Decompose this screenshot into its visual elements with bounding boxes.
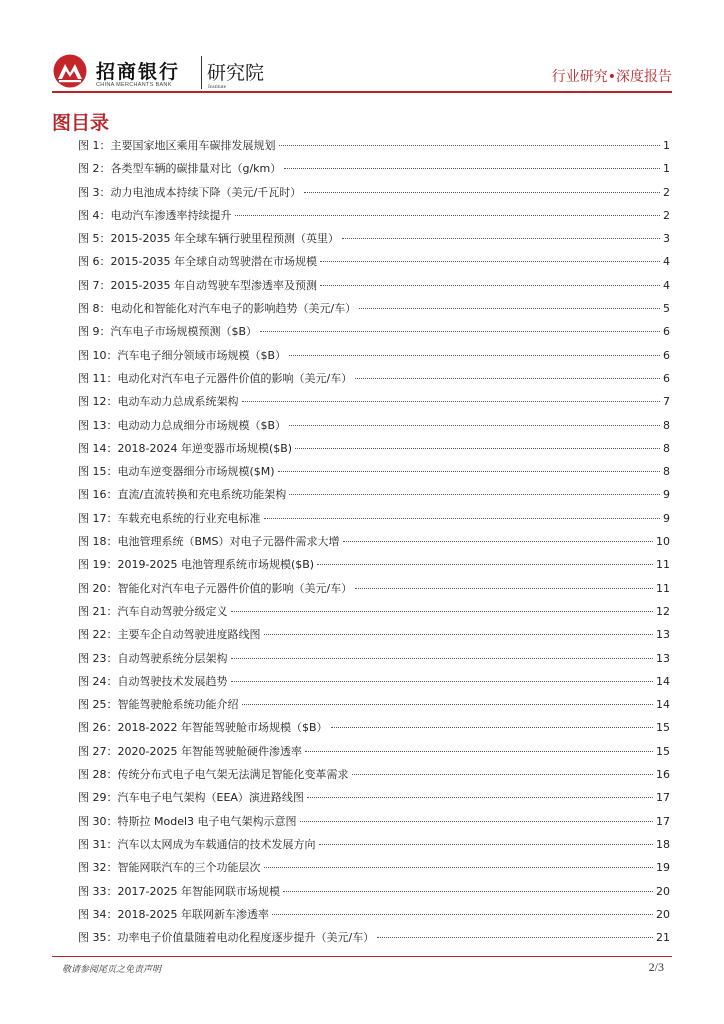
toc-entry-page: 6 xyxy=(663,325,670,339)
toc-entry-page: 14 xyxy=(656,674,670,688)
toc-entry-label: 图 22：主要车企自动驾驶进度路线图 xyxy=(78,628,261,642)
toc-dot-leader xyxy=(289,355,660,356)
toc-dot-leader xyxy=(342,238,660,239)
toc-entry-page: 11 xyxy=(656,581,670,595)
toc-dot-leader xyxy=(272,914,653,915)
cmb-logo-icon xyxy=(52,53,88,89)
toc-dot-leader xyxy=(317,564,653,565)
toc-dot-leader xyxy=(279,145,661,146)
toc-entry-page: 15 xyxy=(656,744,670,758)
toc-entry[interactable] xyxy=(78,603,670,626)
toc-entry-page: 4 xyxy=(663,255,670,269)
toc-entry-page: 6 xyxy=(663,371,670,385)
toc-entry[interactable] xyxy=(78,463,670,486)
toc-entry-page: 2 xyxy=(663,185,670,199)
toc-entry[interactable] xyxy=(78,673,670,696)
toc-entry-page: 6 xyxy=(663,348,670,362)
toc-entry[interactable] xyxy=(78,533,670,556)
toc-entry-label: 图 23：自动驾驶系统分层架构 xyxy=(78,651,228,665)
toc-entry[interactable] xyxy=(78,580,670,603)
toc-dot-leader xyxy=(304,192,660,193)
toc-dot-leader xyxy=(355,588,653,589)
toc-dot-leader xyxy=(319,844,654,845)
toc-entry-label: 图 19：2019-2025 电池管理系统市场规模($B) xyxy=(78,558,315,572)
toc-entry-page: 10 xyxy=(656,535,670,549)
toc-entry-page: 8 xyxy=(663,418,670,432)
toc-entry-page: 4 xyxy=(663,278,670,292)
toc-entry-page: 3 xyxy=(663,232,670,246)
toc-entry-label: 图 14：2018-2024 年逆变器市场规模($B) xyxy=(78,441,293,455)
toc-entry[interactable] xyxy=(78,137,670,160)
toc-entry-page: 13 xyxy=(656,628,670,642)
toc-dot-leader xyxy=(305,751,653,752)
toc-entry[interactable] xyxy=(78,766,670,789)
toc-entry[interactable] xyxy=(78,929,670,952)
toc-entry-label: 图 35：功率电子价值量随着电动化程度逐步提升（美元/车） xyxy=(78,931,375,945)
footer-divider xyxy=(52,956,672,957)
toc-entry-label: 图 27：2020-2025 年智能驾驶舱硬件渗透率 xyxy=(78,744,302,758)
toc-dot-leader xyxy=(331,727,654,728)
toc-entry-page: 20 xyxy=(656,907,670,921)
toc-entry-label: 图 33：2017-2025 年智能网联市场规模 xyxy=(78,884,280,898)
report-type-label: 行业研究•深度报告 xyxy=(551,69,672,85)
toc-entry-label: 图 9：汽车电子市场规模预测（$B） xyxy=(78,325,258,339)
toc-entry-label: 图 5：2015-2035 年全球车辆行驶里程预测（英里） xyxy=(78,232,339,246)
toc-entry[interactable] xyxy=(78,859,670,882)
toc-entry-label: 图 1：主要国家地区乘用车碳排发展规划 xyxy=(78,139,276,152)
toc-entry-page: 11 xyxy=(656,558,670,572)
toc-dot-leader xyxy=(320,285,660,286)
toc-entry-page: 2 xyxy=(663,208,670,222)
toc-dot-leader xyxy=(359,308,660,309)
toc-entry-label: 图 20：智能化对汽车电子元器件价值的影响（美元/车） xyxy=(78,581,353,595)
toc-entry[interactable] xyxy=(78,556,670,579)
toc-entry-label: 图 32：智能网联汽车的三个功能层次 xyxy=(78,861,261,875)
toc-entry[interactable] xyxy=(78,160,670,183)
toc-entry-label: 图 25：智能驾驶舱系统功能介绍 xyxy=(78,698,239,712)
toc-entry[interactable] xyxy=(78,347,670,370)
toc-entry-label: 图 2：各类型车辆的碳排量对比（g/km） xyxy=(78,162,282,176)
toc-entry-page: 9 xyxy=(663,488,670,502)
toc-entry[interactable] xyxy=(78,370,670,393)
logo-divider xyxy=(201,56,202,89)
toc-dot-leader xyxy=(264,634,654,635)
toc-dot-leader xyxy=(289,494,660,495)
toc-entry-label: 图 7：2015-2035 年自动驾驶车型渗透率及预测 xyxy=(78,278,317,292)
toc-entry-page: 16 xyxy=(656,768,670,782)
toc-entry-label: 图 24：自动驾驶技术发展趋势 xyxy=(78,674,228,688)
toc-entry-label: 图 3：动力电池成本持续下降（美元/千瓦时） xyxy=(78,185,302,199)
toc-entry-label: 图 6：2015-2035 年全球自动驾驶潜在市场规模 xyxy=(78,255,317,269)
bank-name-en: CHINA MERCHANTS BANK xyxy=(96,82,172,88)
toc-dot-leader xyxy=(377,937,653,938)
toc-entry-page: 20 xyxy=(656,884,670,898)
toc-entry[interactable] xyxy=(78,813,670,836)
toc-entry-label: 图 8：电动化和智能化对汽车电子的影响趋势（美元/车） xyxy=(78,302,357,316)
toc-entry-page: 18 xyxy=(656,837,670,851)
toc-entry[interactable] xyxy=(78,230,670,253)
toc-entry-page: 5 xyxy=(663,302,670,316)
toc-entry-page: 21 xyxy=(656,931,670,945)
toc-entry[interactable] xyxy=(78,323,670,346)
toc-entry-page: 1 xyxy=(663,139,670,152)
toc-entry[interactable] xyxy=(78,207,670,230)
toc-entry-page: 8 xyxy=(663,441,670,455)
toc-entry[interactable] xyxy=(78,743,670,766)
toc-dot-leader xyxy=(231,681,654,682)
toc-dot-leader xyxy=(242,704,654,705)
toc-dot-leader xyxy=(264,867,654,868)
toc-entry-page: 17 xyxy=(656,791,670,805)
toc-entry-label: 图 4：电动汽车渗透率持续提升 xyxy=(78,208,232,222)
toc-dot-leader xyxy=(343,541,653,542)
toc-entry-page: 1 xyxy=(663,162,670,176)
toc-dot-leader xyxy=(355,378,660,379)
toc-entry-label: 图 15：电动车逆变器细分市场规模($M) xyxy=(78,465,275,479)
toc-entry[interactable] xyxy=(78,650,670,673)
toc-entry-label: 图 29：汽车电子电气架构（EEA）演进路线图 xyxy=(78,791,304,805)
toc-entry-label: 图 31：汽车以太网成为车载通信的技术发展方向 xyxy=(78,837,316,851)
toc-dot-leader xyxy=(231,611,654,612)
toc-entry-label: 图 34：2018-2025 年联网新车渗透率 xyxy=(78,907,269,921)
toc-entry[interactable] xyxy=(78,253,670,276)
toc-entry[interactable] xyxy=(78,789,670,812)
toc-dot-leader xyxy=(300,821,653,822)
institute-name: 研究院 xyxy=(207,62,265,84)
toc-entry[interactable] xyxy=(78,300,670,323)
figure-table-of-contents xyxy=(78,137,670,952)
toc-entry[interactable] xyxy=(78,277,670,300)
toc-dot-leader xyxy=(307,797,653,798)
toc-entry-label: 图 11：电动化对汽车电子元器件价值的影响（美元/车） xyxy=(78,371,353,385)
toc-entry[interactable] xyxy=(78,626,670,649)
toc-entry-page: 17 xyxy=(656,814,670,828)
bank-name: 招商银行 xyxy=(96,61,181,83)
toc-entry[interactable] xyxy=(78,906,670,929)
toc-dot-leader xyxy=(289,425,660,426)
toc-entry-label: 图 21：汽车自动驾驶分级定义 xyxy=(78,604,228,618)
toc-dot-leader xyxy=(235,215,661,216)
toc-dot-leader xyxy=(295,448,660,449)
toc-entry-label: 图 16：直流/直流转换和充电系统功能架构 xyxy=(78,488,287,502)
page-header xyxy=(0,0,724,100)
toc-entry-label: 图 17：车载充电系统的行业充电标准 xyxy=(78,511,261,525)
toc-entry-label: 图 18：电池管理系统（BMS）对电子元器件需求大增 xyxy=(78,535,340,549)
toc-entry[interactable] xyxy=(78,883,670,906)
section-title: 图目录 xyxy=(52,112,110,134)
toc-entry-label: 图 10：汽车电子细分领域市场规模（$B） xyxy=(78,348,287,362)
toc-entry[interactable] xyxy=(78,417,670,440)
toc-entry[interactable] xyxy=(78,486,670,509)
toc-entry[interactable] xyxy=(78,184,670,207)
toc-entry-page: 9 xyxy=(663,511,670,525)
toc-entry-label: 图 13：电动动力总成细分市场规模（$B） xyxy=(78,418,287,432)
header-divider xyxy=(52,91,672,93)
toc-entry[interactable] xyxy=(78,440,670,463)
toc-dot-leader xyxy=(320,261,660,262)
page-number: 2/3 xyxy=(648,960,664,974)
toc-entry-label: 图 26：2018-2022 年智能驾驶舱市场规模（$B） xyxy=(78,721,328,735)
toc-dot-leader xyxy=(231,658,654,659)
toc-entry-page: 15 xyxy=(656,721,670,735)
toc-dot-leader xyxy=(284,168,660,169)
institute-name-en: Institute xyxy=(208,84,227,90)
toc-entry-page: 19 xyxy=(656,861,670,875)
toc-entry-page: 13 xyxy=(656,651,670,665)
toc-entry-page: 8 xyxy=(663,465,670,479)
footer-disclaimer: 敬请参阅尾页之免责声明 xyxy=(62,965,162,975)
toc-entry-label: 图 12：电动车动力总成系统架构 xyxy=(78,395,239,409)
toc-dot-leader xyxy=(352,774,654,775)
toc-entry-page: 14 xyxy=(656,698,670,712)
toc-dot-leader xyxy=(283,891,653,892)
toc-entry[interactable] xyxy=(78,836,670,859)
toc-entry[interactable] xyxy=(78,510,670,533)
toc-entry-page: 7 xyxy=(663,395,670,409)
toc-entry[interactable] xyxy=(78,719,670,742)
toc-dot-leader xyxy=(260,331,660,332)
toc-dot-leader xyxy=(242,401,661,402)
toc-dot-leader xyxy=(264,518,661,519)
toc-entry-label: 图 28：传统分布式电子电气架无法满足智能化变革需求 xyxy=(78,768,349,782)
toc-entry-label: 图 30：特斯拉 Model3 电子电气架构示意图 xyxy=(78,814,297,828)
toc-entry-page: 12 xyxy=(656,604,670,618)
toc-entry[interactable] xyxy=(78,393,670,416)
toc-dot-leader xyxy=(278,471,660,472)
toc-entry[interactable] xyxy=(78,696,670,719)
